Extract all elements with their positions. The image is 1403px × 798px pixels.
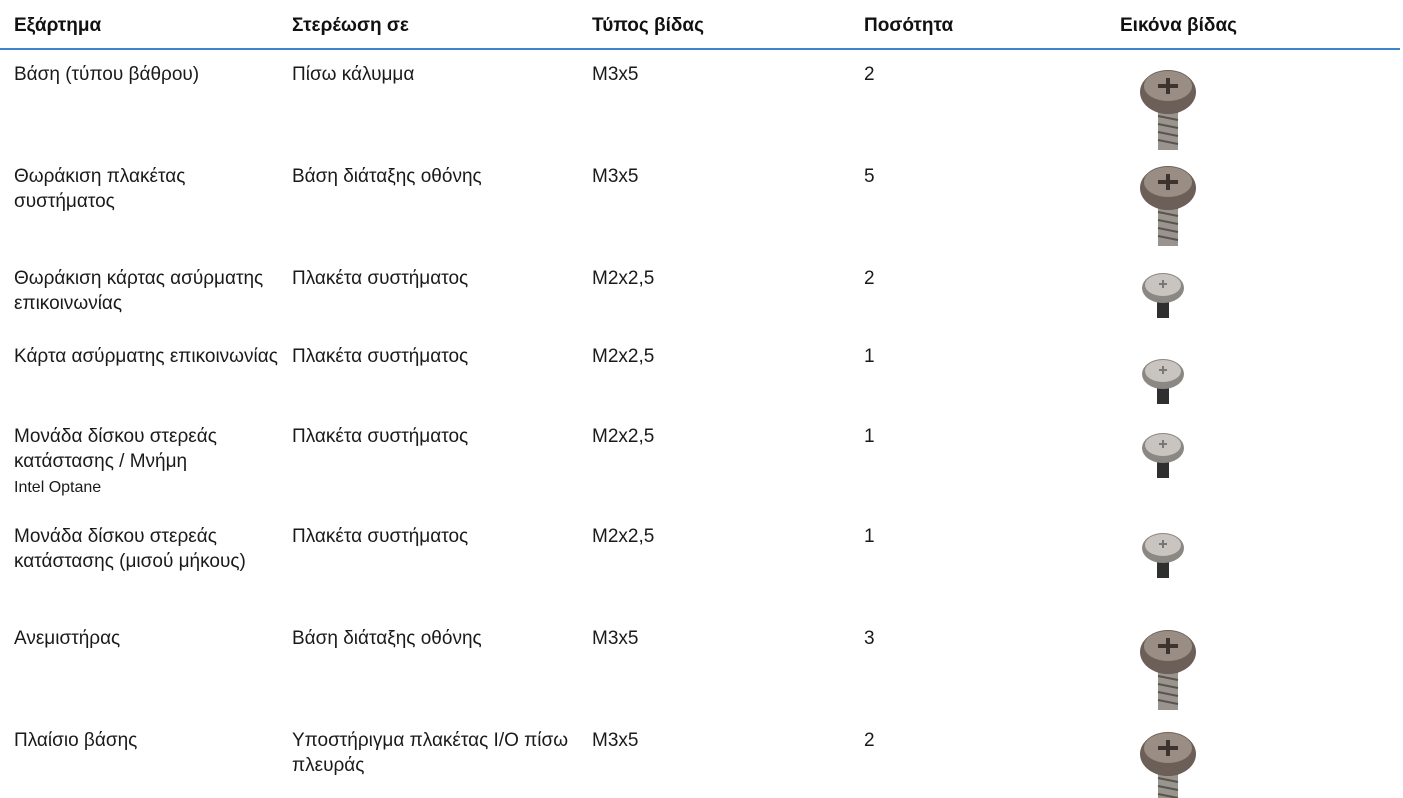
header-screw-type: Τύπος βίδας <box>592 15 704 36</box>
header-quantity: Ποσότητα <box>864 15 954 36</box>
screw-type-cell: M2x2,5 <box>592 426 655 447</box>
m3x5-screw-icon <box>1136 730 1200 798</box>
quantity-cell: 1 <box>864 526 875 547</box>
screw-type-cell: M3x5 <box>592 628 639 649</box>
m2x2.5-screw-icon <box>1140 430 1186 480</box>
component-text: Μονάδα δίσκου στερεάς κατάστασης / Μνήμη <box>14 426 217 472</box>
fastened-to-cell: Πλακέτα συστήματος <box>292 268 469 289</box>
quantity-cell: 2 <box>864 64 875 85</box>
fastened-to-cell: Πίσω κάλυμμα <box>292 64 415 85</box>
screw-type-cell: M3x5 <box>592 730 639 751</box>
component-cell: Ανεμιστήρας <box>14 628 121 649</box>
quantity-cell: 1 <box>864 426 875 447</box>
screw-type-cell: M3x5 <box>592 64 639 85</box>
screw-type-cell: M2x2,5 <box>592 268 655 289</box>
m3x5-screw-icon <box>1136 68 1200 152</box>
fastened-to-cell: Βάση διάταξης οθόνης <box>292 628 482 649</box>
component-cell <box>14 424 284 500</box>
quantity-cell: 3 <box>864 628 875 649</box>
screw-type-cell: M2x2,5 <box>592 526 655 547</box>
component-cell: Θωράκιση κάρτας ασύρματης επικοινωνίας <box>14 268 264 314</box>
fastened-to-cell: Βάση διάταξης οθόνης <box>292 166 482 187</box>
component-cell: Μονάδα δίσκου στερεάς κατάστασης (μισού μήκους) <box>14 526 246 572</box>
quantity-cell: 1 <box>864 346 875 367</box>
fastened-to-cell: Πλακέτα συστήματος <box>292 526 469 547</box>
header-screw-image: Εικόνα βίδας <box>1120 15 1238 36</box>
m2x2.5-screw-icon <box>1140 530 1186 580</box>
component-cell: Βάση (τύπου βάθρου) <box>14 64 200 85</box>
m2x2.5-screw-icon <box>1140 270 1186 320</box>
screw-shape <box>1140 70 1196 150</box>
component-subtext: Intel Optane <box>14 479 102 496</box>
header-fastened-to: Στερέωση σε <box>292 15 409 36</box>
m2x2.5-screw-icon <box>1140 356 1186 406</box>
fastened-to-cell: Πλακέτα συστήματος <box>292 426 469 447</box>
component-cell: Κάρτα ασύρματης επικοινωνίας <box>14 346 278 367</box>
screw-type-cell: M3x5 <box>592 166 639 187</box>
fastened-to-cell: Υποστήριγμα πλακέτας I/O πίσω πλευράς <box>292 730 569 776</box>
m3x5-screw-icon <box>1136 628 1200 712</box>
m3x5-screw-icon <box>1136 164 1200 248</box>
component-cell: Πλαίσιο βάσης <box>14 730 138 751</box>
quantity-cell: 2 <box>864 268 875 289</box>
header-component: Εξάρτημα <box>14 15 102 36</box>
fastened-to-cell: Πλακέτα συστήματος <box>292 346 469 367</box>
quantity-cell: 2 <box>864 730 875 751</box>
table-header <box>0 0 1400 50</box>
component-cell: Θωράκιση πλακέτας συστήματος <box>14 166 186 212</box>
quantity-cell: 5 <box>864 166 875 187</box>
screw-type-cell: M2x2,5 <box>592 346 655 367</box>
